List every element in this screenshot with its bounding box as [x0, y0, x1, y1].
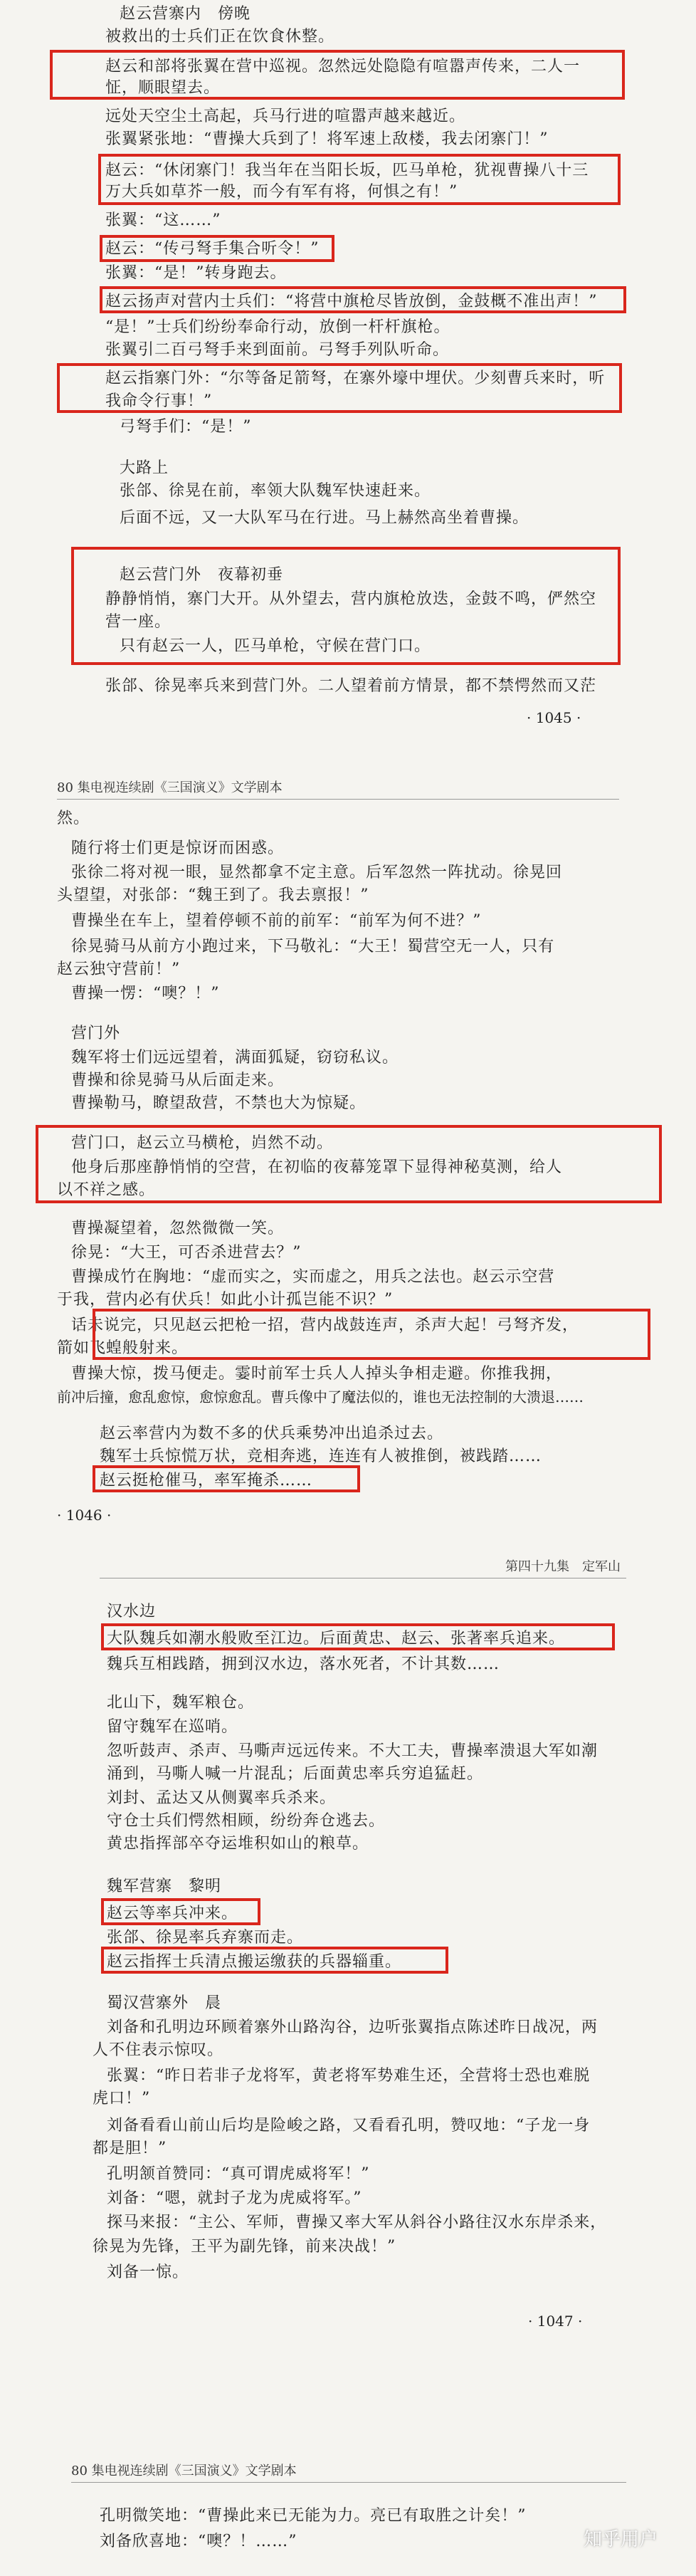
text-line: 赵云营门外 夜幕初垂: [120, 566, 284, 584]
text-line: 于我，营内必有伏兵！如此小计孤岂能不识？”: [57, 1291, 394, 1309]
text-line: 后面不远，又一大队军马在行进。马上赫然高坐着曹操。: [120, 509, 529, 527]
text-line: 黄忠指挥部卒夺运堆积如山的粮草。: [107, 1835, 369, 1853]
highlight-box: [100, 286, 626, 313]
page-number: · 1047 ·: [528, 2313, 583, 2330]
highlight-box: [98, 154, 621, 205]
text-line: 守仓士兵们愕然相顾，纷纷奔仓逃去。: [107, 1812, 386, 1830]
text-line: 刘备一惊。: [107, 2263, 189, 2281]
text-line: 魏兵互相践踏，拥到汉水边，落水死者，不计其数……: [107, 1655, 500, 1673]
page-1048: [0, 2456, 696, 2576]
text-line: 徐晃：“大王，可否杀进营去？”: [71, 1244, 302, 1262]
text-line: 赵云：“休闭寨门！我当年在当阳长坂，匹马单枪，犹视曹操八十三: [105, 162, 589, 179]
text-line: 大路上: [120, 459, 169, 477]
text-line: 魏军将士们远远望着，满面狐疑，窃窃私议。: [71, 1049, 399, 1067]
text-line: 魏军营寨 黎明: [107, 1878, 222, 1895]
page-number: · 1046 ·: [57, 1507, 112, 1524]
highlight-box: [101, 1947, 448, 1974]
text-line: 远处天空尘土高起，兵马行进的喧嚣声越来越近。: [105, 108, 466, 125]
text-line: 张郃、徐晃率兵弃寨而走。: [107, 1929, 304, 1947]
text-line: 魏军士兵惊慌万状，竞相奔逃，连连有人被推倒，被践踏……: [100, 1447, 542, 1465]
text-line: 赵云营寨内 傍晚: [120, 5, 251, 23]
text-line: 虎口！”: [93, 2090, 151, 2108]
header-rule: [71, 2482, 626, 2483]
text-line: 徐晃为先锋，王平为副先锋，前来决战！”: [93, 2238, 396, 2256]
highlight-box: [36, 1125, 662, 1203]
highlight-box: [93, 1465, 360, 1492]
highlight-box: [101, 1623, 615, 1650]
text-line: 箭如飞蝗般射来。: [57, 1339, 189, 1357]
text-line: 张郃、徐晃在前，率领大队魏军快速赶来。: [120, 482, 431, 500]
text-line: 营门外: [71, 1025, 121, 1042]
text-line: 曹操凝望着，忽然微微一笑。: [71, 1220, 285, 1237]
text-line: 被救出的士兵们正在饮食休整。: [105, 28, 335, 46]
text-line: 忽听鼓声、杀声、马嘶声远远传来。不大工夫，曹操率溃退大军如潮: [107, 1742, 599, 1760]
text-line: 刘备欣喜地：“噢？！……”: [100, 2533, 297, 2550]
text-line: 曹操成竹在胸地：“虚而实之，实而虚之，用兵之法也。赵云示空营: [71, 1268, 555, 1286]
text-line: 刘封、孟达又从侧翼率兵杀来。: [107, 1789, 337, 1807]
text-line: 赵云指挥士兵清点搬运缴获的兵器辎重。: [107, 1953, 402, 1971]
text-line: 静静悄悄，寨门大开。从外望去，营内旗枪放迭，金鼓不鸣，俨然空: [105, 590, 597, 608]
highlight-box: [57, 363, 622, 413]
text-line: 赵云等率兵冲来。: [107, 1905, 238, 1922]
text-line: 张翼紧张地：“曹操大兵到了！将军速上敌楼，我去闭寨门！”: [105, 130, 549, 148]
text-line: 张郃、徐晃率兵来到营门外。二人望着前方情景，都不禁愕然而又茫: [105, 677, 597, 695]
running-header: 第四十九集 定军山: [505, 1559, 621, 1574]
highlight-box: [93, 1309, 650, 1360]
text-line: 蜀汉营寨外 晨: [107, 1994, 222, 2012]
text-line: “是！”士兵们纷纷奉命行动，放倒一杆杆旗枪。: [105, 318, 450, 336]
highlight-box: [50, 50, 625, 100]
text-line: 只有赵云一人，匹马单枪，守候在营门口。: [120, 637, 431, 655]
text-line: 赵云：“传弓弩手集合听令！”: [105, 240, 320, 258]
text-line: 刘备：“嗯，就封子龙为虎威将军。”: [107, 2189, 362, 2207]
text-line: 探马来报：“主公、军师，曹操又率大军从斜谷小路往汉水东岸杀来，: [107, 2214, 607, 2231]
text-line: 曹操大惊，拨马便走。霎时前军士兵人人掉头争相走避。你推我拥，: [71, 1365, 563, 1383]
text-line: 刘备和孔明边环顾着寨外山路沟谷，边听张翼指点陈述昨日战况，两: [107, 2019, 599, 2036]
page-1047: [0, 1552, 696, 2456]
text-line: 赵云独守营前！”: [57, 960, 181, 978]
text-line: 涌到，马嘶人喊一片混乱；后面黄忠率兵穷追猛赶。: [107, 1765, 484, 1783]
text-line: 刘备看看山前山后均是险峻之路，又看看孔明，赞叹地：“子龙一身: [107, 2117, 591, 2135]
text-line: 张翼：“是！”转身跑去。: [105, 264, 287, 282]
text-line: 徐晃骑马从前方小跑过来，下马敬礼：“大王！蜀营空无一人，只有: [71, 938, 555, 955]
page-1045: [0, 0, 696, 769]
highlight-box: [71, 547, 621, 665]
text-line: 营门口，赵云立马横枪，岿然不动。: [71, 1134, 334, 1152]
text-line: 曹操坐在车上，望着停顿不前的前军：“前军为何不进？”: [71, 912, 482, 930]
text-line: 随行将士们更是惊讶而困惑。: [71, 839, 285, 857]
text-line: 弓弩手们：“是！”: [120, 418, 252, 436]
text-line: 营一座。: [105, 613, 172, 631]
running-header: 80 集电视连续剧《三国演义》文学剧本: [57, 780, 283, 795]
text-line: 曹操和徐晃骑马从后面走来。: [71, 1072, 285, 1089]
page-number: · 1045 ·: [527, 709, 581, 726]
watermark: 知乎用户: [584, 2529, 658, 2550]
text-line: 头望望，对张郃：“魏王到了。我去禀报！”: [57, 886, 369, 904]
running-header: 80 集电视连续剧《三国演义》文学剧本: [71, 2464, 297, 2478]
text-line: 曹操一愣：“噢？！”: [71, 985, 220, 1002]
text-line: 张徐二将对视一眼，显然都拿不定主意。后军忽然一阵扰动。徐晃回: [71, 864, 563, 881]
text-line: 然。: [57, 810, 90, 827]
header-rule: [57, 799, 619, 800]
text-line: 曹操勒马，瞭望敌营，不禁也大为惊疑。: [71, 1094, 367, 1112]
text-line: 赵云扬声对营内士兵们：“将营中旗枪尽皆放倒，金鼓概不准出声！”: [105, 293, 598, 310]
text-line: 都是胆！”: [93, 2140, 167, 2157]
text-line: 北山下，魏军粮仓。: [107, 1694, 255, 1712]
text-line: 张翼：“昨日若非子龙将军，黄老将军势难生还，全营将士恐也难脱: [107, 2067, 591, 2085]
text-line: 以不祥之感。: [57, 1181, 156, 1199]
highlight-box: [100, 235, 334, 262]
text-line: 前冲后撞，愈乱愈惊，愈惊愈乱。曹兵像中了魔法似的，谁也无法控制的大溃退……: [57, 1388, 584, 1405]
text-line: 张翼：“这……”: [105, 211, 221, 229]
text-line: 汉水边: [107, 1603, 157, 1621]
text-line: 话未说完，只见赵云把枪一招，营内战鼓连声，杀声大起！弓弩齐发，: [71, 1316, 579, 1334]
text-line: 我命令行事！”: [105, 392, 213, 410]
text-line: 张翼引二百弓弩手来到面前。弓弩手列队听命。: [105, 341, 450, 359]
text-line: 万大兵如草芥一般，而今有军有将，何惧之有！”: [105, 183, 458, 201]
page-1046: [0, 769, 696, 1552]
text-line: 孔明微笑地：“曹操此来已无能为力。亮已有取胜之计矣！”: [100, 2507, 527, 2525]
text-line: 赵云挺枪催马，率军掩杀……: [100, 1472, 313, 1489]
text-line: 赵云和部将张翼在营中巡视。忽然远处隐隐有喧嚣声传来，二人一: [105, 58, 581, 75]
text-line: 大队魏兵如潮水般败至江边。后面黄忠、赵云、张著率兵追来。: [107, 1630, 566, 1648]
highlight-box: [101, 1898, 260, 1925]
text-line: 怔，顺眼望去。: [105, 79, 221, 97]
text-line: 赵云指寨门外：“尔等备足箭弩，在寨外壕中埋伏。少刻曹兵来时，听: [105, 370, 606, 387]
text-line: 孔明颔首赞同：“真可谓虎威将军！”: [107, 2165, 370, 2183]
text-line: 赵云率营内为数不多的伏兵乘势冲出追杀过去。: [100, 1425, 444, 1443]
text-line: 留守魏军在巡哨。: [107, 1718, 238, 1736]
text-line: 人不住表示惊叹。: [93, 2041, 224, 2059]
text-line: 他身后那座静悄悄的空营，在初临的夜幕笼罩下显得神秘莫测，给人: [71, 1158, 563, 1176]
